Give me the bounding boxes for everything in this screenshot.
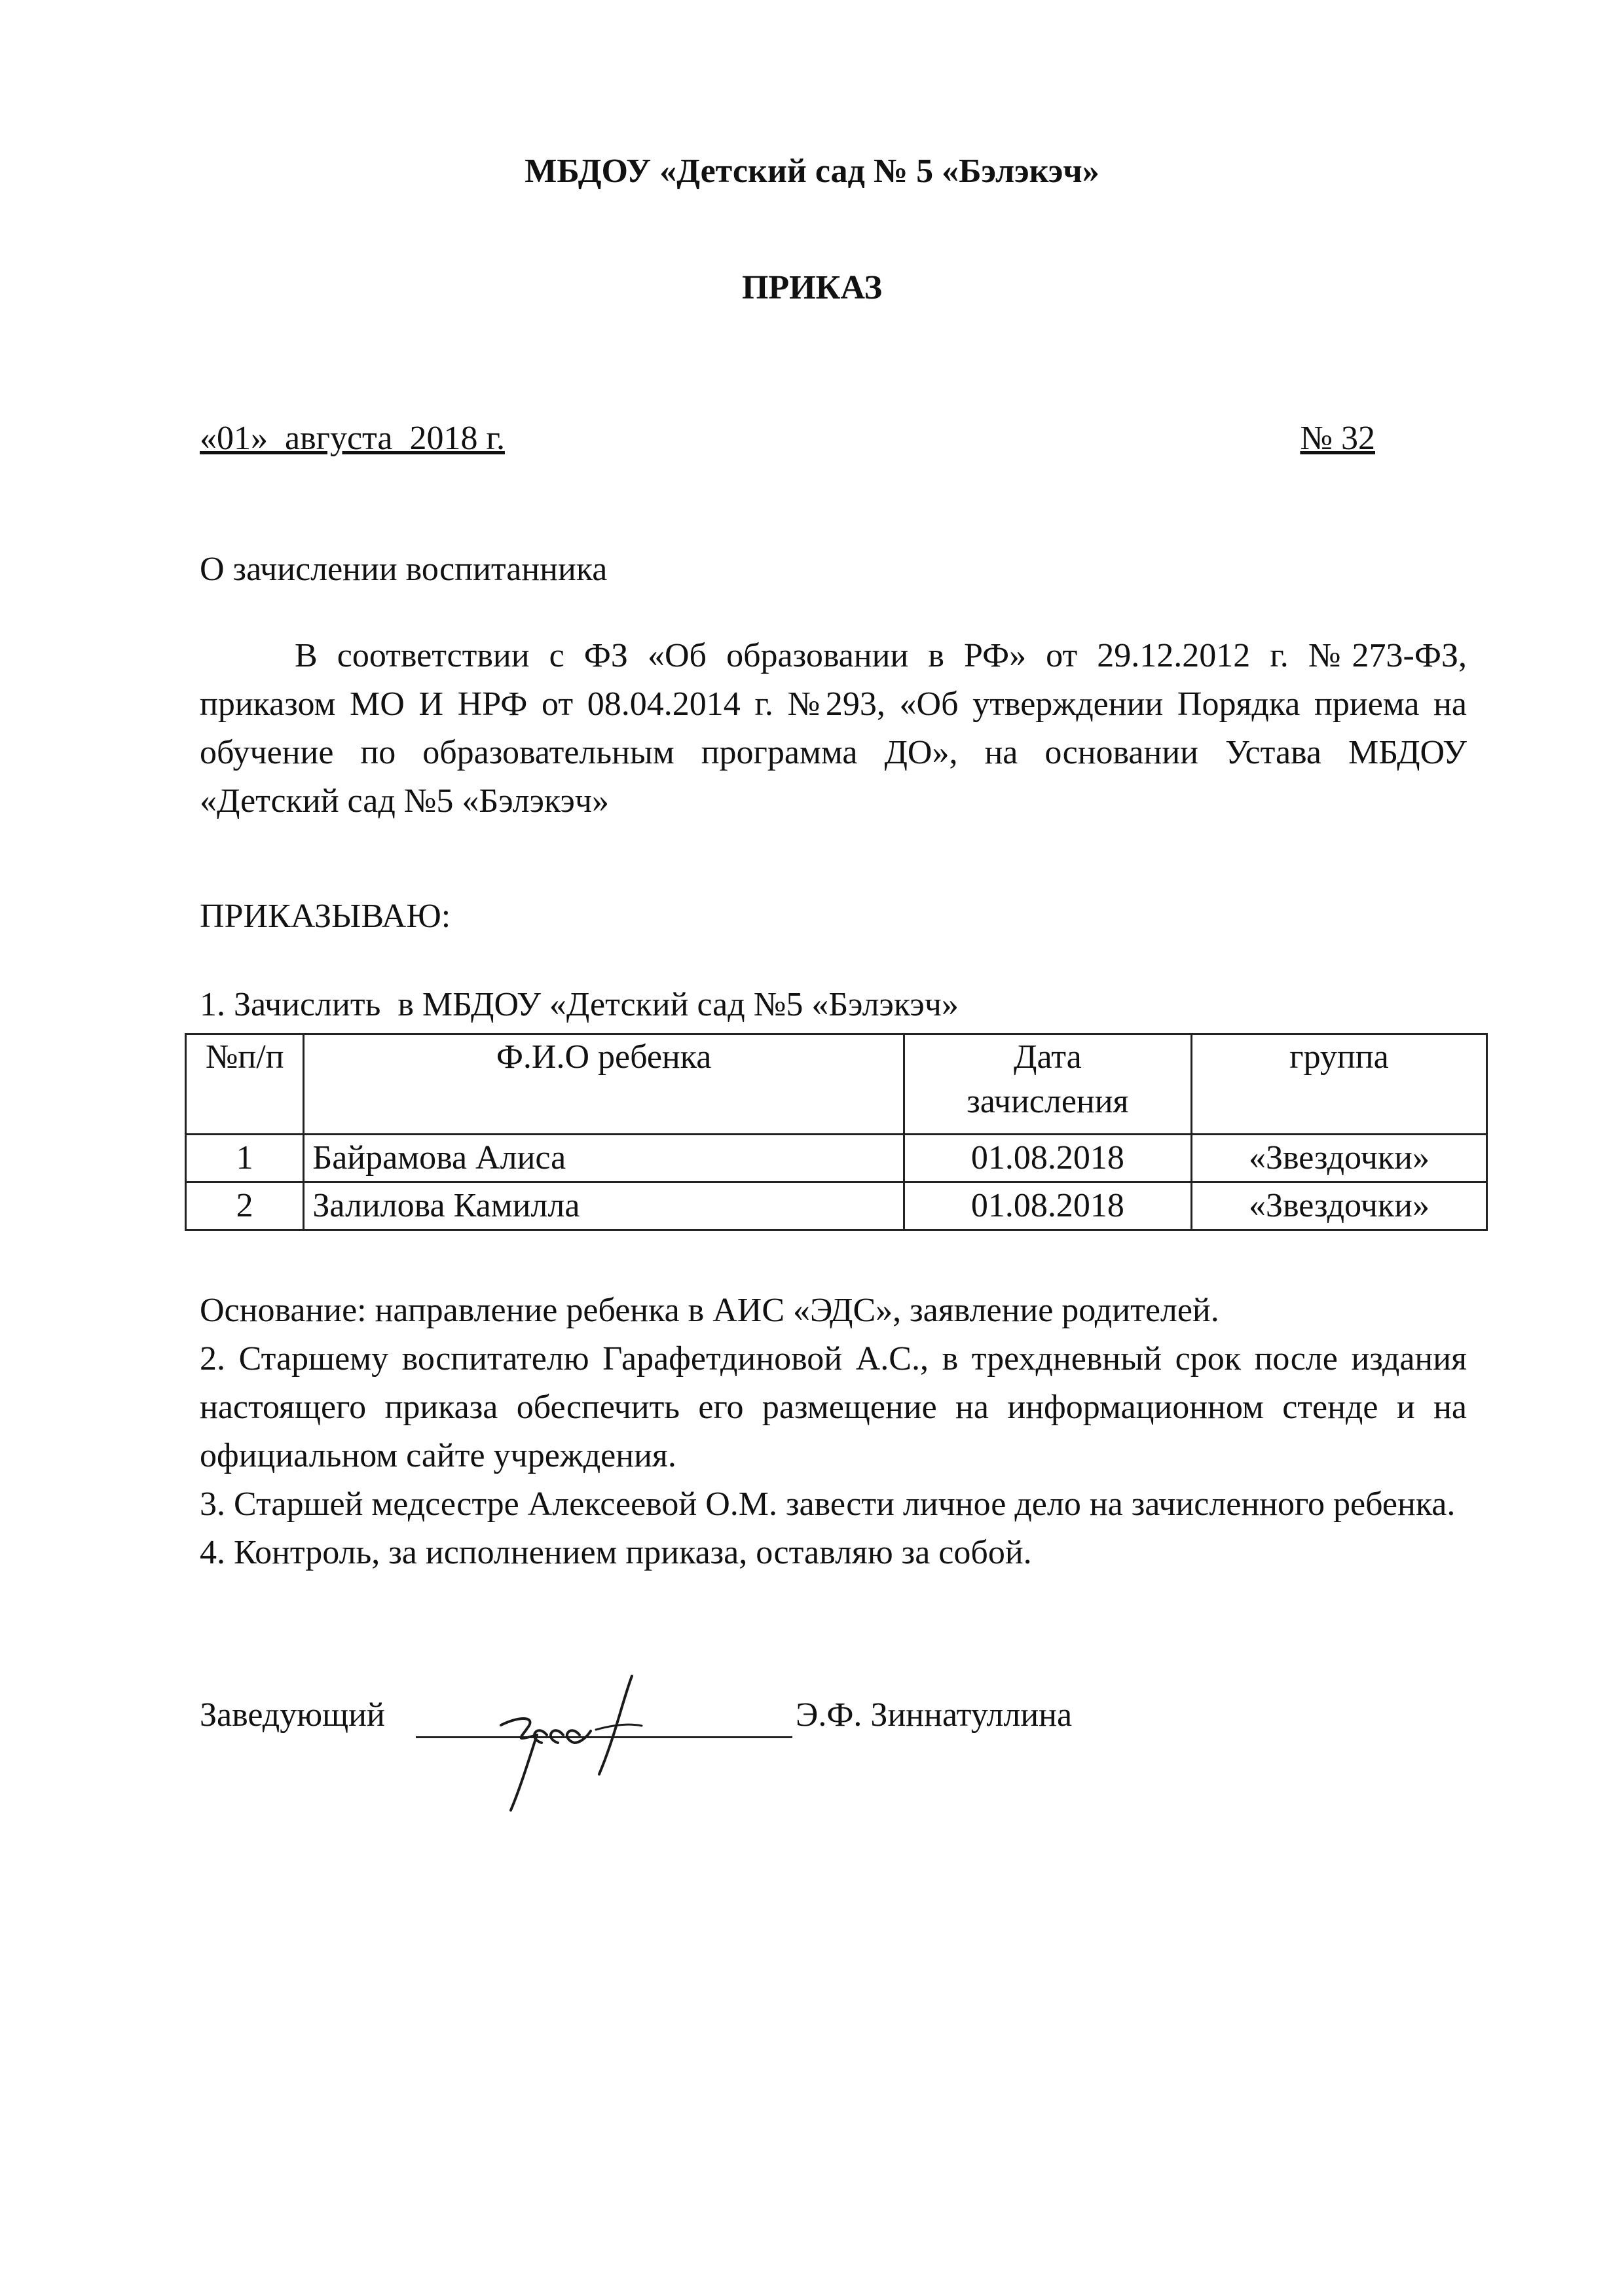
signature-block [200, 1683, 1467, 1800]
header-group: группа [1191, 1034, 1486, 1135]
row-name: Залилова Камилла [304, 1182, 904, 1230]
row-name: Байрамова Алиса [304, 1135, 904, 1182]
row-group: «Звездочки» [1191, 1135, 1486, 1182]
row-num: 2 [186, 1182, 304, 1230]
order-number: № 32 [1300, 420, 1375, 457]
enrollment-table [185, 1033, 1488, 1231]
signer-position: Заведующий [200, 1696, 385, 1734]
header-date-line2: зачисления [967, 1083, 1129, 1120]
order-body [200, 1286, 1467, 1577]
item-4: 4. Контроль, за исполнением приказа, оставляю за собой. [200, 1534, 1032, 1571]
header-date-line1: Дата [1014, 1038, 1082, 1076]
row-date: 01.08.2018 [904, 1135, 1191, 1182]
preamble-paragraph: В соответствии с ФЗ «Об образовании в РФ» от 29.12.2012 г. №273-ФЗ, приказом МО И НРФ от 08.04.2014 г. №293, «Об утверждении Порядка приема на обучение по образовательным программа ДО», на основании Устава МБДОУ «Детский сад №5 «Бэлэкэч» [200, 637, 1467, 820]
table-row [186, 1135, 1487, 1182]
order-word: ПРИКАЗЫВАЮ: [200, 898, 451, 935]
order-subject: О зачислении воспитанника [200, 551, 608, 588]
item-3: 3. Старшей медсестре Алексеевой О.М. завести личное дело на зачисленного ребенка. [200, 1485, 1456, 1523]
row-num: 1 [186, 1135, 304, 1182]
document-title: ПРИКАЗ [741, 269, 883, 306]
handwritten-signature [475, 1663, 710, 1820]
signer-name: Э.Ф. Зиннатуллина [796, 1696, 1073, 1734]
header-date [904, 1034, 1191, 1135]
table-row [186, 1182, 1487, 1230]
row-group: «Звездочки» [1191, 1182, 1486, 1230]
item-2: 2. Старшему воспитателю Гарафетдиновой А.С., в трехдневный срок после издания настоящего приказа обеспечить его размещение на информационном стенде и на официальном сайте учреждения. [200, 1340, 1467, 1474]
order-date: «01» августа 2018 г. [200, 420, 505, 457]
header-num: №п/п [186, 1034, 304, 1135]
item-1: 1. Зачислить в МБДОУ «Детский сад №5 «Бэлэкэч» [200, 986, 959, 1023]
organization-title: МБДОУ «Детский сад № 5 «Бэлэкэч» [525, 153, 1099, 190]
basis-line: Основание: направление ребенка в АИС «ЭДС», заявление родителей. [200, 1292, 1219, 1329]
row-date: 01.08.2018 [904, 1182, 1191, 1230]
table-header-row [186, 1034, 1487, 1135]
header-name: Ф.И.О ребенка [304, 1034, 904, 1135]
